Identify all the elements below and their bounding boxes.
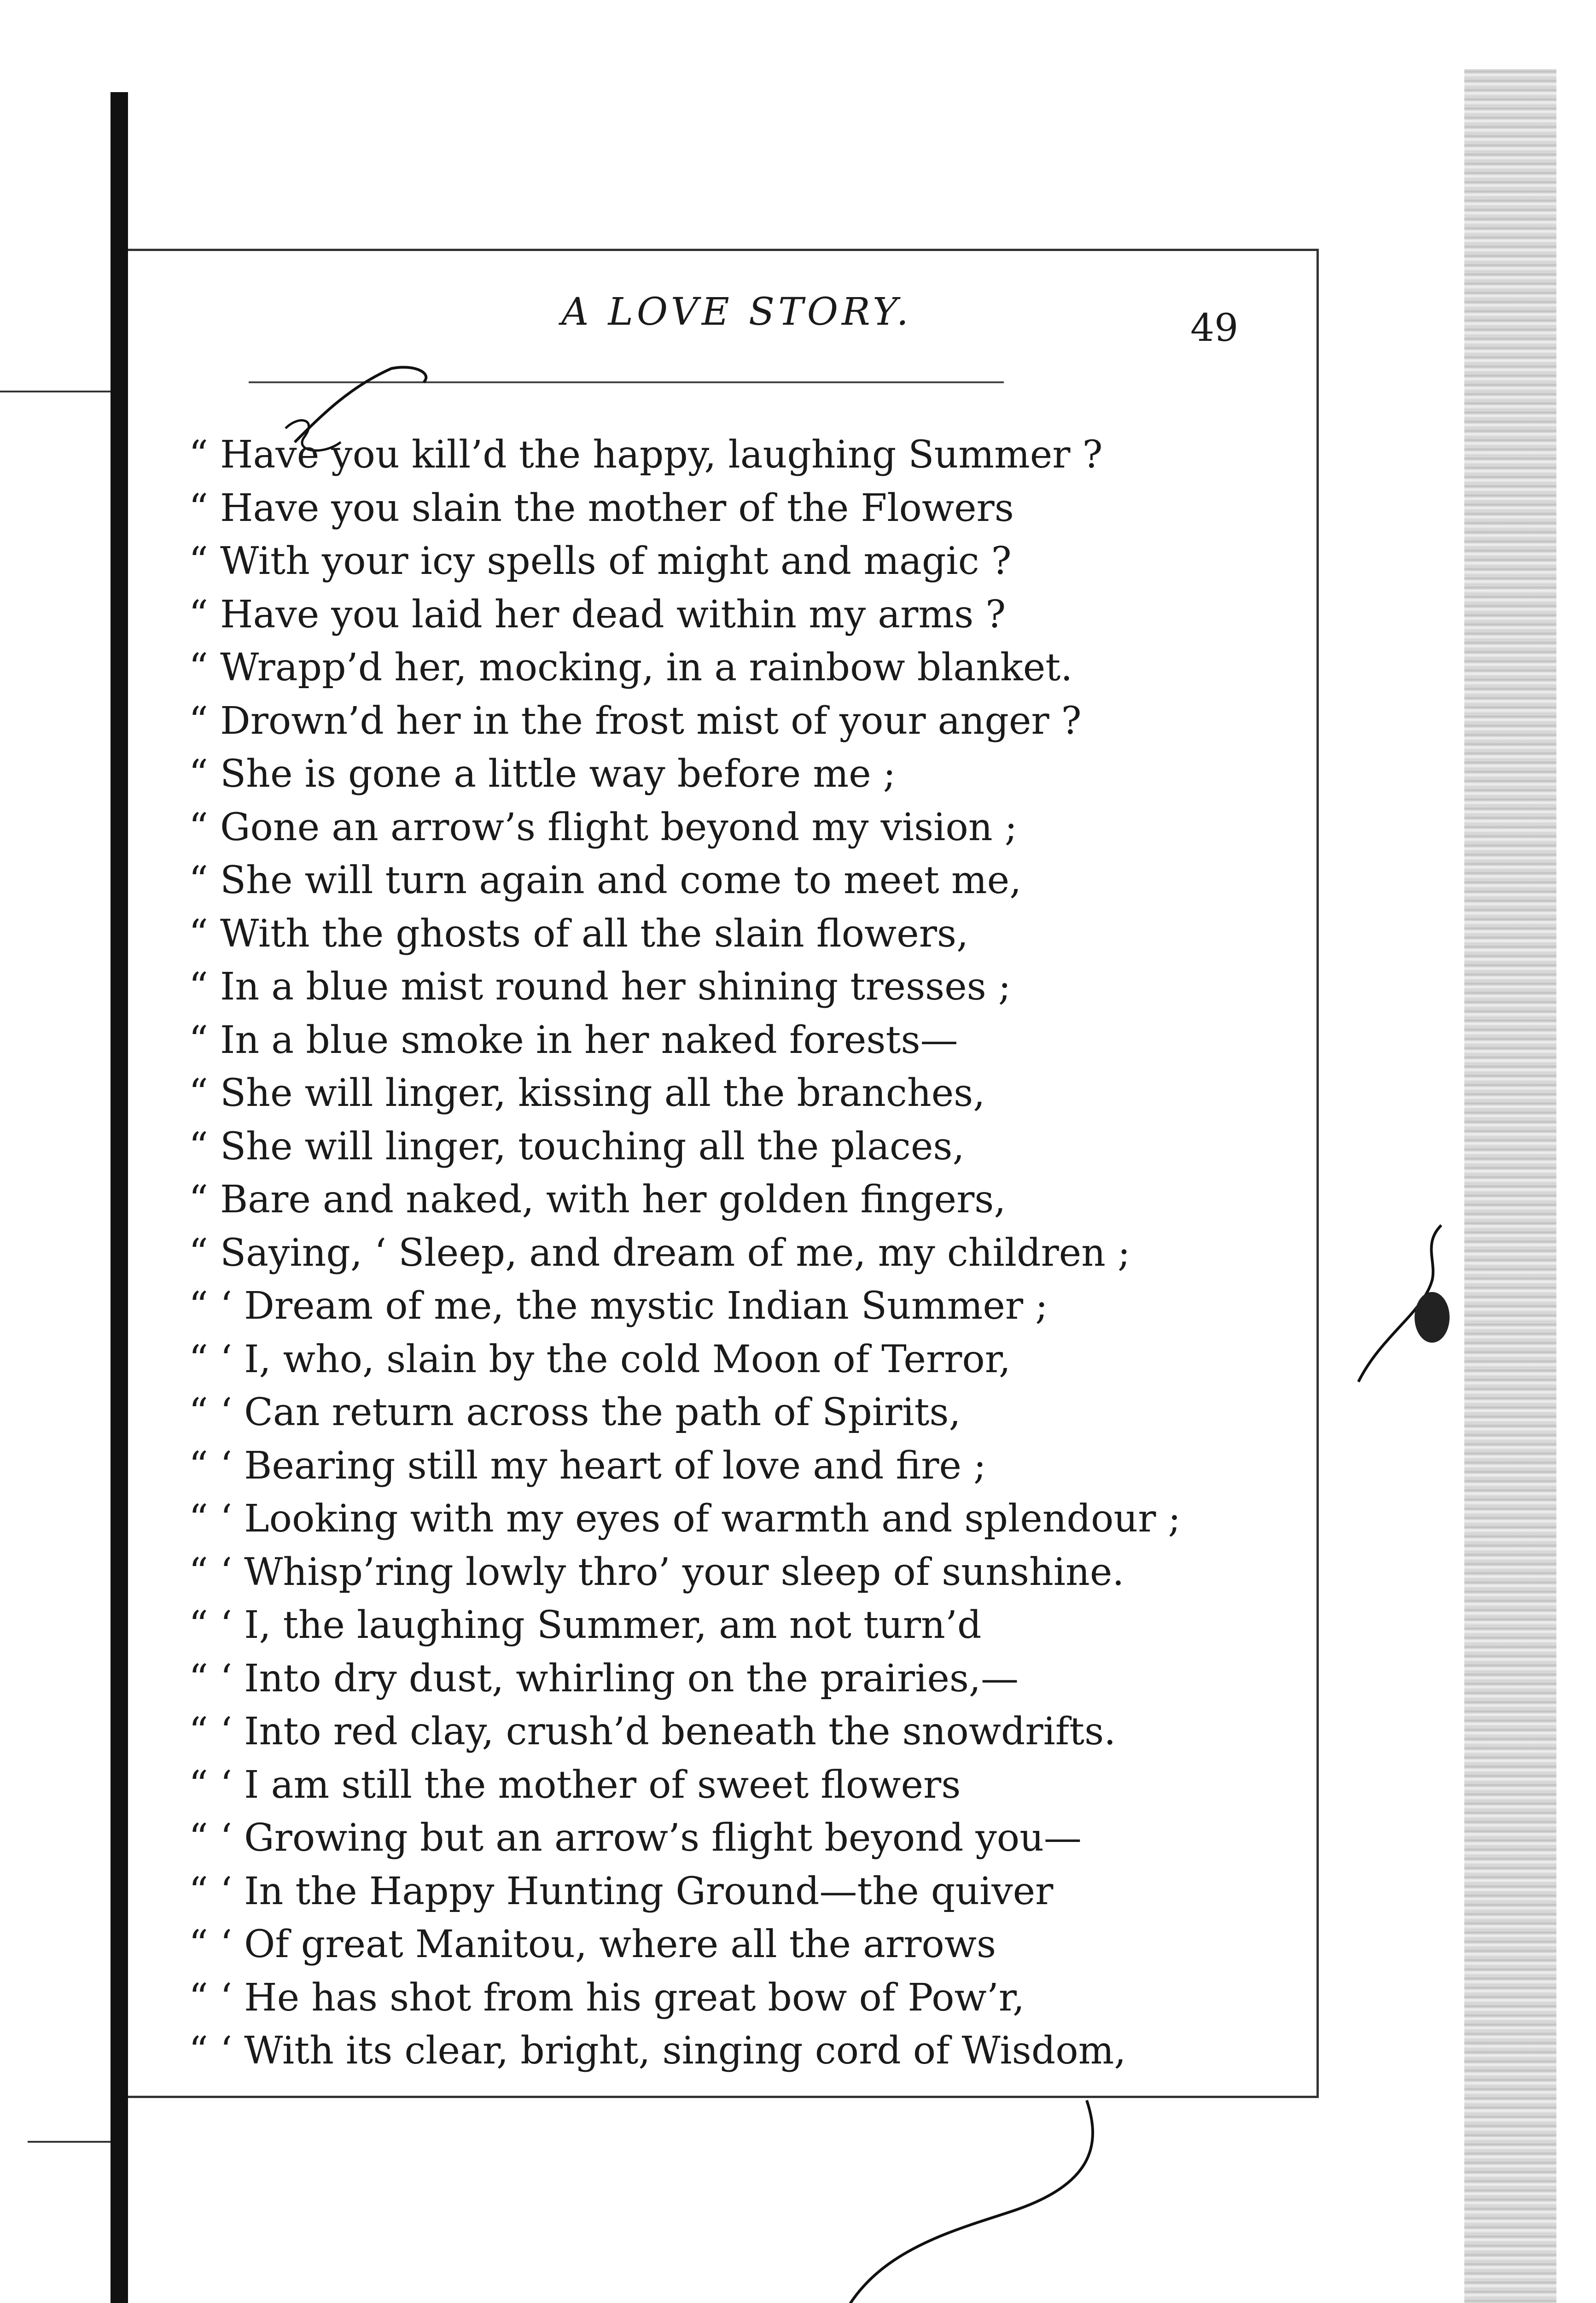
poem-line: “ Have you slain the mother of the Flowers [189, 486, 1014, 530]
running-title: A LOVE STORY. [561, 290, 912, 334]
poem-line: “ ‘ In the Happy Hunting Ground—the quiver [189, 1869, 1054, 1913]
scan-margin-rule [28, 2141, 111, 2143]
poem-line: “ ‘ Into dry dust, whirling on the prairies,— [189, 1656, 1019, 1701]
poem-line: “ She will turn again and come to meet me, [189, 859, 1022, 902]
page-edge-noise [1464, 69, 1556, 2303]
poem-line: “ With your icy spells of might and magic ? [189, 539, 1012, 583]
poem-line: “ ‘ He has shot from his great bow of Pow’r, [189, 1976, 1025, 2020]
poem-line: “ ‘ Whisp’ring lowly thro’ your sleep of sunshine. [189, 1550, 1124, 1594]
poem-line: “ ‘ Looking with my eyes of warmth and splendour ; [189, 1497, 1181, 1541]
poem-line: “ ‘ With its clear, bright, singing cord of Wisdom, [189, 2029, 1126, 2073]
page-number: 49 [1190, 306, 1239, 350]
poem-line: “ ‘ I, who, slain by the cold Moon of Terror, [189, 1337, 1011, 1381]
poem-line: “ Have you kill’d the happy, laughing Summer ? [189, 433, 1103, 477]
poem-line: “ She will linger, kissing all the branches, [189, 1071, 985, 1115]
poem-line: “ ‘ Of great Manitou, where all the arrows [189, 1923, 996, 1966]
poem-line: “ In a blue smoke in her naked forests— [189, 1018, 958, 1062]
header-rule [249, 381, 1004, 383]
poem-line: “ ‘ I am still the mother of sweet flowers [189, 1763, 961, 1807]
poem-line: “ In a blue mist round her shining tresses ; [189, 965, 1011, 1009]
scan-margin-rule [0, 391, 111, 392]
poem-line: “ With the ghosts of all the slain flowers, [189, 912, 969, 956]
poem-line: “ Wrapp’d her, mocking, in a rainbow blanket. [189, 646, 1073, 690]
poem-line: “ Drown’d her in the frost mist of your anger ? [189, 699, 1082, 743]
poem-line: “ ‘ Bearing still my heart of love and fire ; [189, 1444, 986, 1488]
poem-line: “ ‘ Can return across the path of Spirits, [189, 1391, 961, 1434]
poem-line: “ Saying, ‘ Sleep, and dream of me, my children ; [189, 1231, 1130, 1275]
poem-line: “ She will linger, touching all the places, [189, 1124, 965, 1169]
poem-line: “ ‘ Growing but an arrow’s flight beyond you— [189, 1816, 1082, 1860]
poem-line: “ Bare and naked, with her golden fingers, [189, 1178, 1006, 1222]
poem-line: “ Gone an arrow’s flight beyond my vision ; [189, 805, 1018, 849]
poem-body [189, 428, 1294, 2078]
poem-line: “ Have you laid her dead within my arms ? [189, 592, 1006, 637]
poem-line: “ ‘ I, the laughing Summer, am not turn’d [189, 1603, 982, 1647]
book-spine-shadow [111, 92, 128, 2303]
poem-line: “ ‘ Dream of me, the mystic Indian Summer ; [189, 1284, 1048, 1328]
poem-line: “ ‘ Into red clay, crush’d beneath the snowdrifts. [189, 1710, 1116, 1754]
poem-line: “ She is gone a little way before me ; [189, 752, 896, 796]
